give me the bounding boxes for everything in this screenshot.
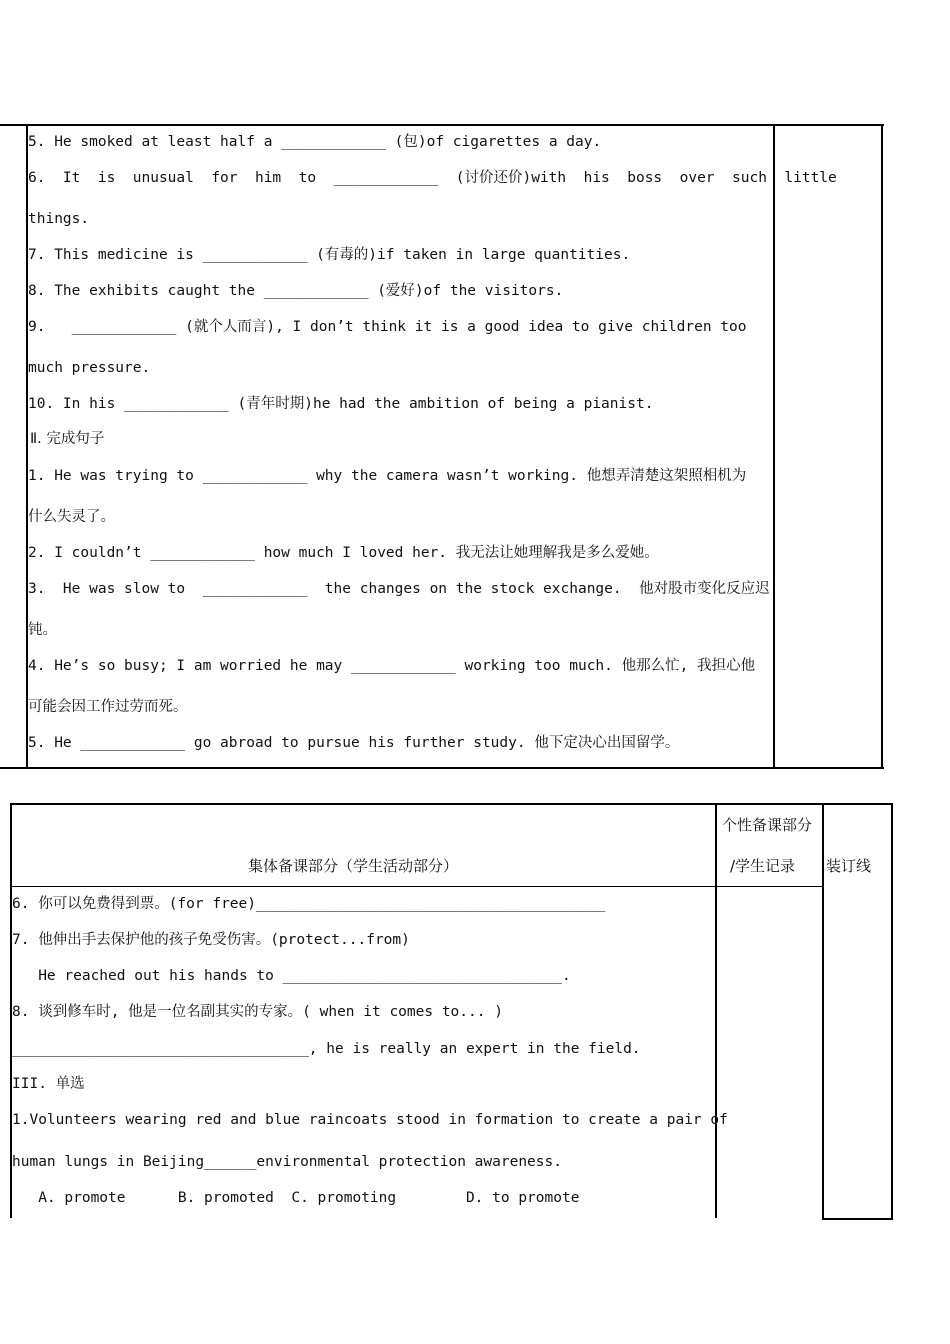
- exercise-line: 5. He ____________ go abroad to pursue his further study. 他下定决心出国留学。: [28, 735, 680, 751]
- top-table-bottom-border: [0, 767, 884, 769]
- exercise-line: 7. 他伸出手去保护他的孩子免受伤害。(protect...from): [12, 932, 410, 948]
- exercise-line: 钝。: [28, 622, 57, 638]
- exercise-line: 8. The exhibits caught the ____________ (爱好)of the visitors.: [28, 283, 564, 299]
- exercise-line: 3. He was slow to ____________ the changes on the stock exchange. 他对股市变化反应迟: [28, 581, 770, 597]
- header-binding-line: 装订线: [826, 857, 872, 875]
- exercise-line: He reached out his hands to ________________________________.: [12, 968, 571, 984]
- bottom-table-binding-right: [891, 803, 893, 1220]
- answer-options: A. promote B. promoted C. promoting D. to promote: [12, 1190, 580, 1206]
- exercise-line: 什么失灵了。: [28, 509, 115, 525]
- header-collective-prep: 集体备课部分（学生活动部分）: [248, 857, 459, 875]
- top-table-top-border: [0, 124, 884, 126]
- bottom-table-top-border: [10, 803, 893, 805]
- exercise-line: 6. 你可以免费得到票。(for free)________________________________________: [12, 896, 606, 912]
- exercise-line: 6. It is unusual for him to ____________ (讨价还价)with his boss over such little: [28, 170, 837, 186]
- bottom-table-header-separator: [10, 886, 823, 887]
- exercise-line: things.: [28, 211, 90, 227]
- header-student-record: /学生记录: [730, 857, 796, 875]
- exercise-line: human lungs in Beijing______environmental protection awareness.: [12, 1154, 562, 1170]
- bottom-table-binding-left: [822, 803, 824, 1220]
- exercise-line: 1.Volunteers wearing red and blue raincoats stood in formation to create a pair of: [12, 1112, 728, 1128]
- exercise-line: 5. He smoked at least half a ____________ (包)of cigarettes a day.: [28, 134, 602, 150]
- exercise-line: 2. I couldn’t ____________ how much I loved her. 我无法让她理解我是多么爱她。: [28, 545, 659, 561]
- exercise-line: 1. He was trying to ____________ why the camera wasn’t working. 他想弄清楚这架照相机为: [28, 468, 747, 484]
- exercise-line: 10. In his ____________ (青年时期)he had the ambition of being a pianist.: [28, 396, 654, 412]
- header-personal-prep: 个性备课部分: [722, 816, 813, 834]
- exercise-line: 8. 谈到修车时, 他是一位名副其实的专家。( when it comes to... ): [12, 1004, 503, 1020]
- top-table-divider: [773, 124, 775, 769]
- top-table-right-border: [881, 124, 883, 769]
- exercise-line: __________________________________, he is really an expert in the field.: [12, 1041, 641, 1057]
- exercise-line: much pressure.: [28, 360, 151, 376]
- exercise-line: 9. ____________ (就个人而言), I don’t think it is a good idea to give children too: [28, 319, 747, 335]
- section-heading: III. 单选: [12, 1076, 85, 1092]
- bottom-table-binding-bottom: [822, 1218, 893, 1220]
- exercise-line: 可能会因工作过劳而死。: [28, 699, 188, 715]
- section-heading: Ⅱ. 完成句子: [30, 431, 105, 447]
- exercise-line: 4. He’s so busy; I am worried he may ____________ working too much. 他那么忙, 我担心他: [28, 658, 756, 674]
- exercise-line: 7. This medicine is ____________ (有毒的)if taken in large quantities.: [28, 247, 631, 263]
- bottom-table-divider: [715, 803, 717, 1218]
